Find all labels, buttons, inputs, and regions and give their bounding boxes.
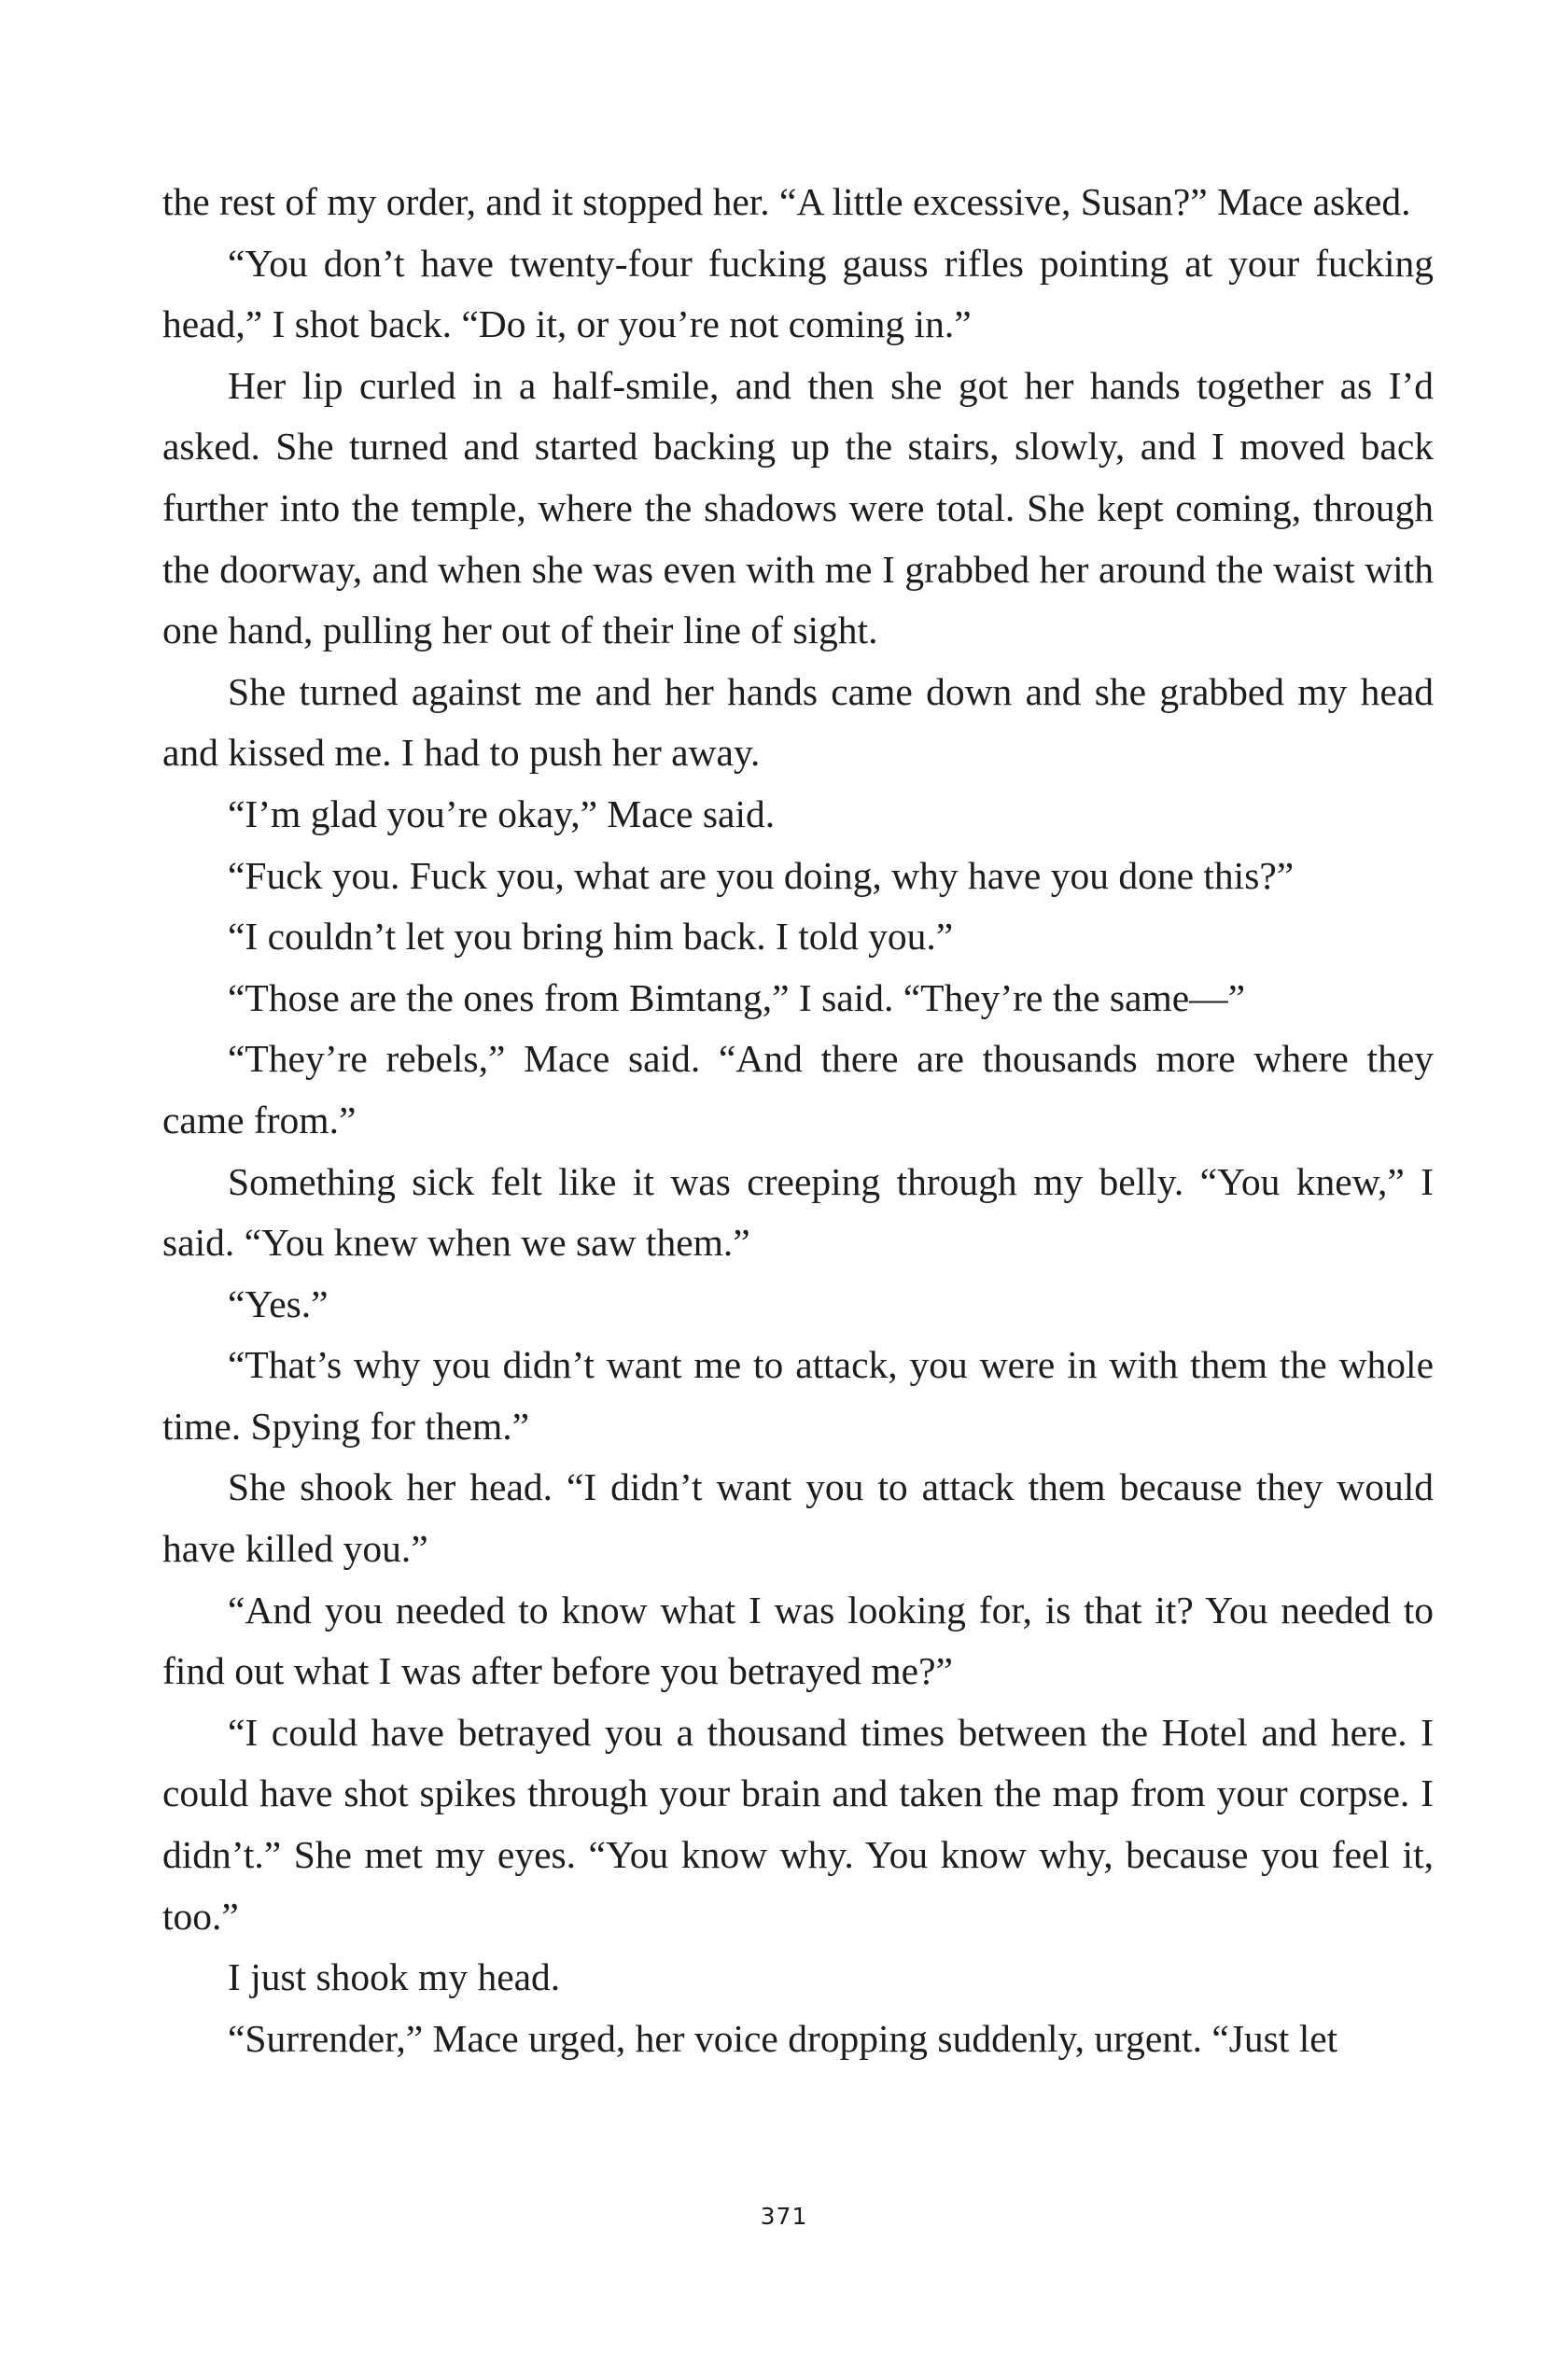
paragraph: She turned against me and her hands came down and she grabbed my head and kissed me. I had to push her away. — [162, 669, 1434, 775]
paragraph: “I couldn’t let you bring him back. I told you.” — [228, 915, 954, 959]
paragraph: “And you needed to know what I was looking for, is that it? You needed to find out what I was after before you betrayed me?” — [162, 1588, 1434, 1693]
page-number: 371 — [760, 2203, 808, 2230]
paragraph: “That’s why you didn’t want me to attack, you were in with them the whole time. Spying for them.” — [162, 1343, 1434, 1448]
paragraph: “Yes.” — [228, 1282, 329, 1325]
paragraph-continued: the rest of my order, and it stopped her. “A little excessive, Susan?” Mace asked. — [162, 180, 1411, 223]
paragraph: “Surrender,” Mace urged, her voice dropping suddenly, urgent. “Just let — [228, 2016, 1338, 2060]
paragraph: I just shook my head. — [228, 1955, 561, 1999]
paragraph: “You don’t have twenty-four fucking gauss rifles pointing at your fucking head,” I shot back. “Do it, or you’re not coming in.” — [162, 241, 1434, 346]
paragraph: “I could have betrayed you a thousand times between the Hotel and here. I could have shot spikes through your brain and taken the map from your corpse. I didn’t.” She met my eyes. “You know why. You know why, because you feel it, too.” — [162, 1710, 1434, 1938]
body-text — [162, 172, 1434, 2069]
paragraph: She shook her head. “I didn’t want you to attack them because they would have killed you.” — [162, 1465, 1434, 1571]
paragraph: “I’m glad you’re okay,” Mace said. — [228, 791, 776, 835]
paragraph: “They’re rebels,” Mace said. “And there are thousands more where they came from.” — [162, 1037, 1434, 1141]
paragraph: Her lip curled in a half-smile, and then she got her hands together as I’d asked. She turned and started backing up the stairs, slowly, and I moved back further into the temple, where the shadows were total. She kept coming, through the doorway, and when she was even with me I grabbed her around the waist with one hand, pulling her out of their line of sight. — [162, 363, 1434, 652]
paragraph: “Those are the ones from Bimtang,” I said. “They’re the same—” — [228, 975, 1246, 1019]
paragraph: “Fuck you. Fuck you, what are you doing, why have you done this?” — [228, 853, 1295, 897]
paragraph: Something sick felt like it was creeping through my belly. “You knew,” I said. “You knew when we saw them.” — [162, 1159, 1434, 1265]
